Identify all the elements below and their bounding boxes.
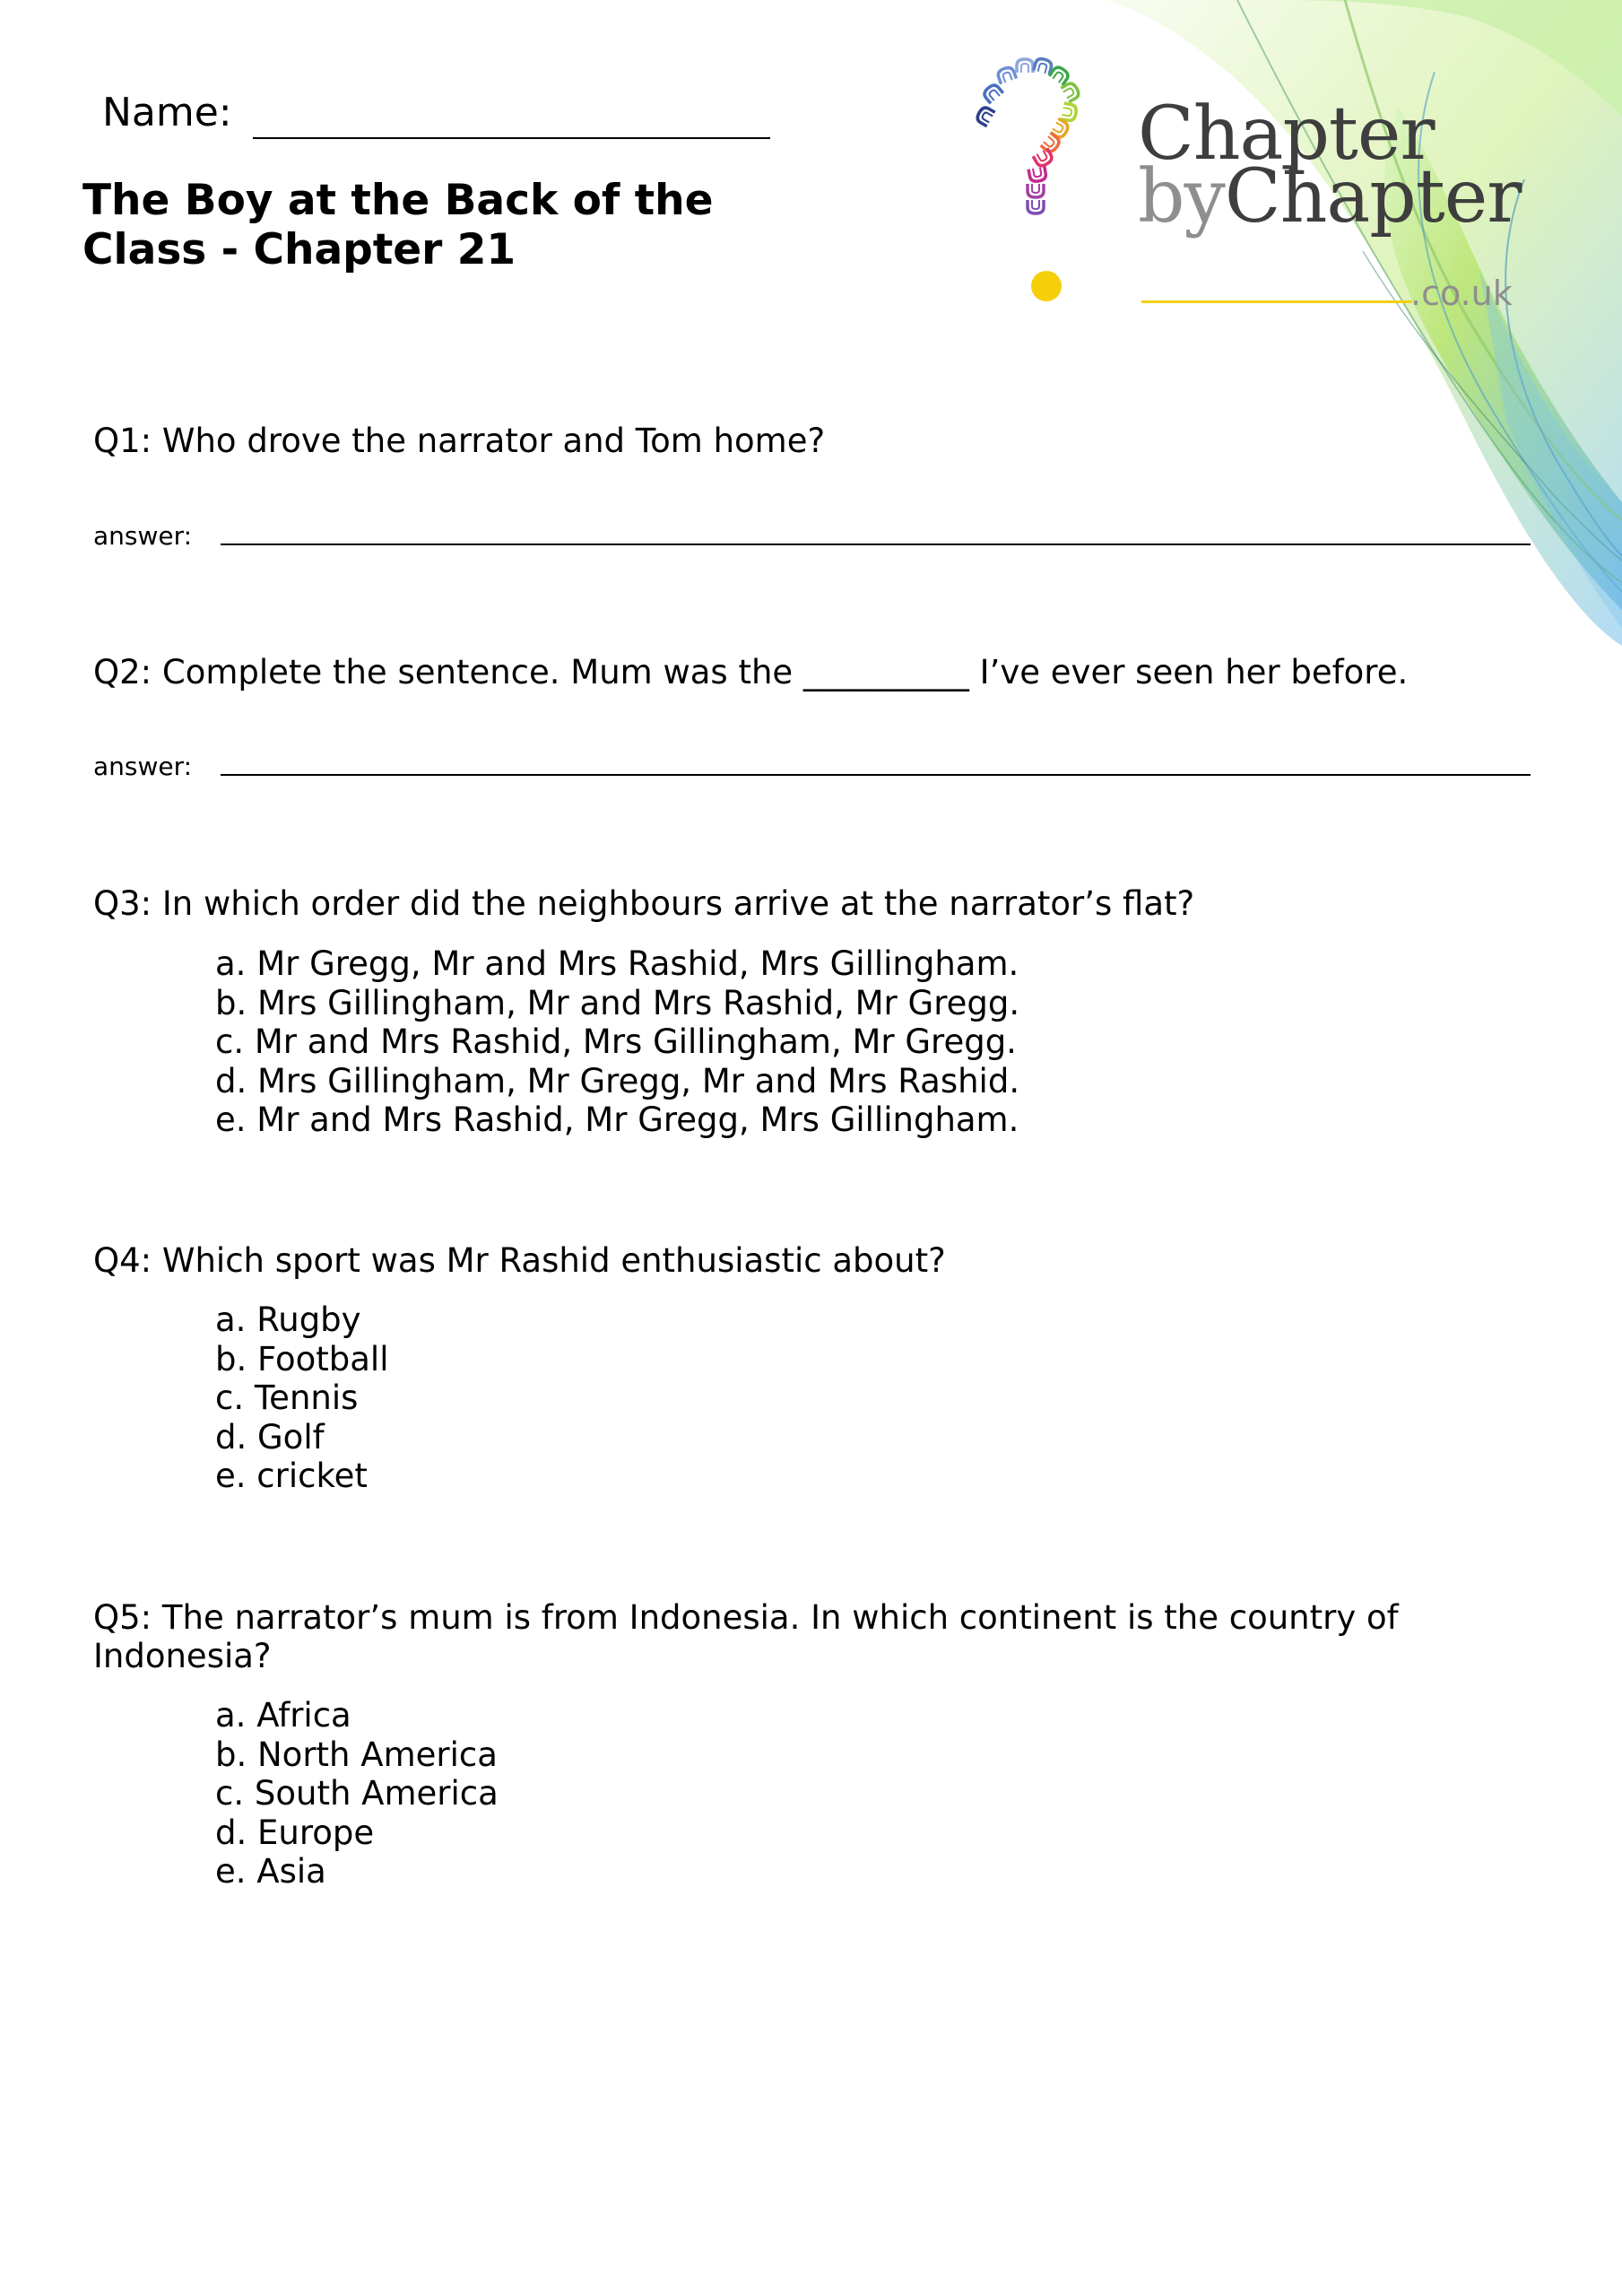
option[interactable]: d. Mrs Gillingham, Mr Gregg, Mr and Mrs Rashid.: [215, 1061, 1020, 1100]
logo-word-by: by: [1138, 154, 1225, 239]
option[interactable]: d. Golf: [215, 1417, 325, 1457]
name-input-line[interactable]: [253, 137, 770, 139]
option[interactable]: a. Mr Gregg, Mr and Mrs Rashid, Mrs Gillingham.: [215, 944, 1019, 983]
option[interactable]: a. Rugby: [215, 1300, 361, 1339]
question-4-options: [215, 1300, 388, 1496]
question-4: Q4: Which sport was Mr Rashid enthusiastic about?: [93, 1241, 946, 1280]
answer-label-2: answer:: [93, 752, 193, 781]
logo-word-chapter-2: Chapter: [1224, 154, 1522, 239]
logo-word-chapter: Chapter: [1138, 91, 1435, 177]
option[interactable]: e. Asia: [215, 1852, 326, 1891]
option[interactable]: b. Mrs Gillingham, Mr and Mrs Rashid, Mr Gregg.: [215, 983, 1020, 1022]
logo-domain: .co.uk: [1410, 274, 1513, 313]
book-arc-question-mark-icon: [964, 49, 1143, 318]
answer-line-2[interactable]: [221, 774, 1531, 776]
question-5-options: [215, 1696, 499, 1892]
option[interactable]: b. Football: [215, 1339, 389, 1378]
option[interactable]: c. Mr and Mrs Rashid, Mrs Gillingham, Mr Gregg.: [215, 1022, 1017, 1061]
option[interactable]: d. Europe: [215, 1813, 375, 1852]
answer-line-1[interactable]: [221, 544, 1531, 545]
question-2: Q2: Complete the sentence. Mum was the __________ I’ve ever seen her before.: [93, 653, 1409, 691]
question-3-options: [215, 944, 1019, 1140]
option[interactable]: e. cricket: [215, 1457, 368, 1495]
option[interactable]: c. Tennis: [215, 1378, 359, 1417]
logo-underline: [1141, 300, 1412, 303]
option[interactable]: c. South America: [215, 1774, 499, 1813]
option[interactable]: e. Mr and Mrs Rashid, Mr Gregg, Mrs Gillingham.: [215, 1100, 1019, 1139]
question-3: Q3: In which order did the neighbours arrive at the narrator’s flat?: [93, 884, 1195, 923]
question-1: Q1: Who drove the narrator and Tom home?: [93, 422, 826, 460]
chapter-by-chapter-logo: [964, 49, 1538, 318]
answer-label-1: answer:: [93, 521, 193, 551]
option[interactable]: a. Africa: [215, 1696, 351, 1735]
logo-word-bychapter: [1138, 154, 1522, 239]
worksheet-title: The Boy at the Back of the Class - Chapter 21: [82, 176, 714, 274]
option[interactable]: b. North America: [215, 1735, 498, 1774]
question-5: Q5: The narrator’s mum is from Indonesia. In which continent is the country of Indonesia?: [93, 1598, 1399, 1675]
name-label: Name:: [102, 90, 232, 135]
